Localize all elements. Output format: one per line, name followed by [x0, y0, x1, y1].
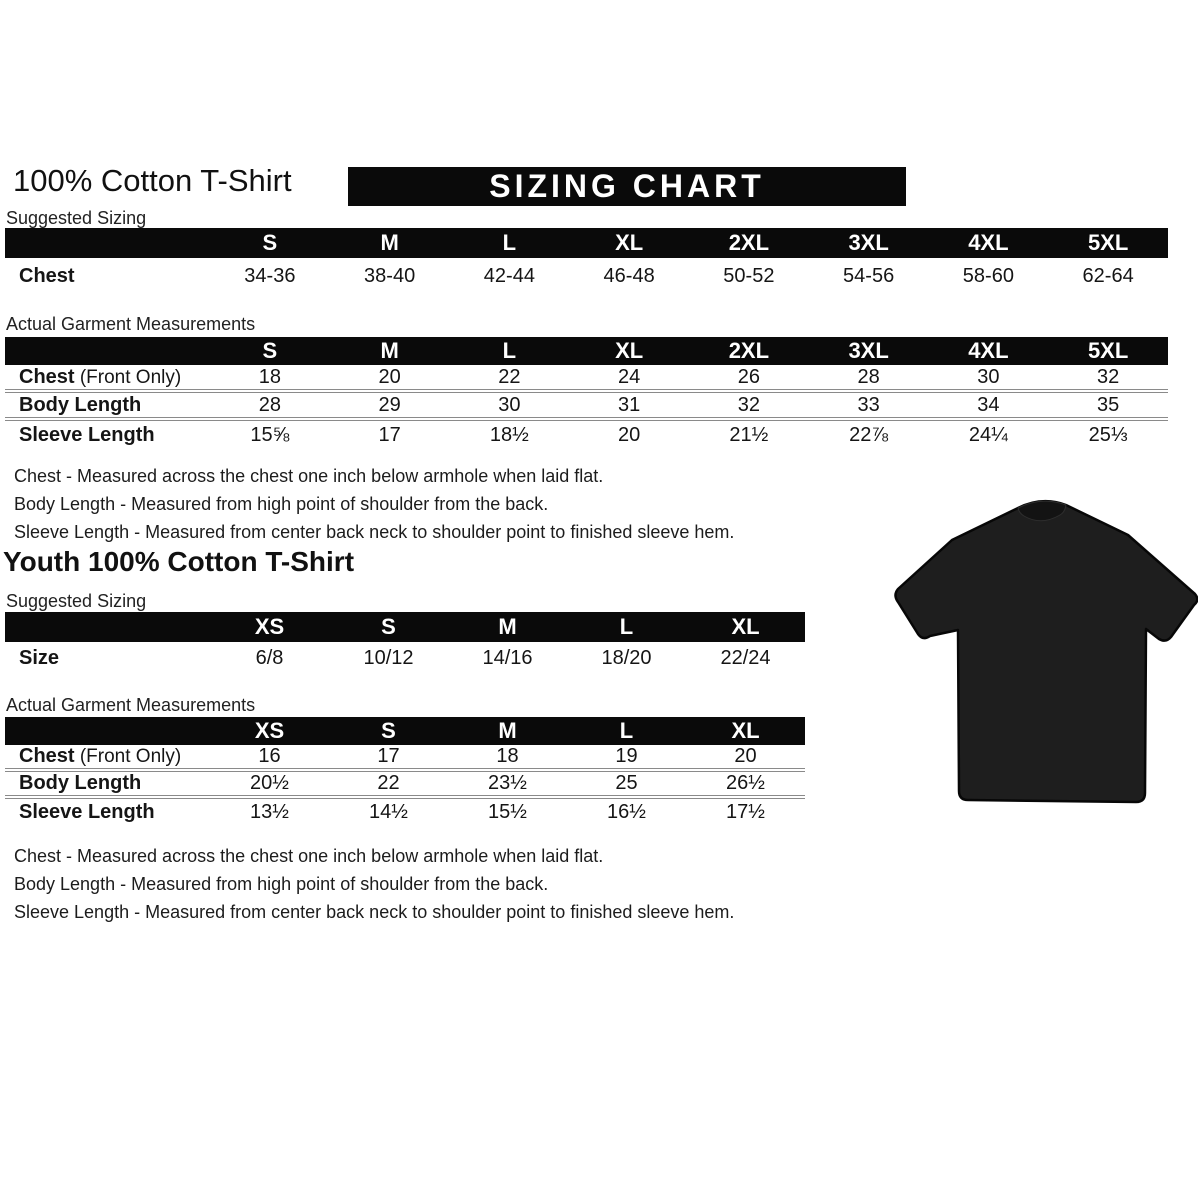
column-header-3xl: 3XL: [848, 338, 889, 363]
cell-value: 24: [618, 365, 641, 388]
row-label-text: Body Length: [19, 772, 142, 794]
column-header-xl: XL: [615, 338, 644, 363]
cell-value: 18/20: [601, 647, 652, 669]
youth-suggested-sizing-table: [5, 612, 805, 675]
row-label-text: Chest: [19, 745, 75, 767]
adult-note-body-length: Body Length - Measured from high point of shoulder from the back.: [14, 494, 549, 514]
cell-value: 15⅝: [250, 423, 290, 446]
row-label-text: Chest: [19, 365, 75, 388]
row-label: [5, 801, 210, 824]
cell-value: 13½: [250, 801, 289, 823]
cell-value: 14½: [369, 801, 408, 823]
cell-value: 6/8: [255, 647, 284, 669]
cell-value: 28: [258, 393, 281, 416]
row-label: [5, 394, 210, 417]
cell-value: 10/12: [363, 647, 414, 669]
adult-note-chest: Chest - Measured across the chest one inch below armhole when laid flat.: [14, 466, 604, 486]
table-row: [5, 745, 805, 772]
cell-value: 54-56: [843, 265, 895, 287]
table-header-row: [5, 337, 1168, 365]
cell-value: 26½: [726, 772, 765, 794]
cell-value: 34-36: [244, 265, 296, 287]
adult-measurement-notes: [14, 462, 734, 546]
cell-value: 50-52: [723, 265, 775, 287]
table-header-row: [5, 612, 805, 642]
row-label: [5, 772, 210, 795]
cell-value: 20: [734, 745, 757, 767]
row-label: [5, 647, 210, 670]
table-header-row: [5, 717, 805, 745]
cell-value: 16: [258, 745, 281, 767]
row-label-text: Size: [19, 647, 60, 669]
cell-value: 30: [977, 365, 1000, 388]
cell-value: 30: [498, 393, 521, 416]
cell-value: 35: [1097, 393, 1120, 416]
row-label-text: Chest: [19, 265, 75, 287]
table-row: [5, 772, 805, 799]
adult-actual-measurements-label: Actual Garment Measurements: [6, 314, 256, 334]
cell-value: 22: [377, 772, 400, 794]
cell-value: 20: [378, 365, 401, 388]
adult-note-sleeve-length: Sleeve Length - Measured from center back neck to shoulder point to finished sleeve hem.: [14, 522, 735, 542]
cell-value: 24¼: [968, 423, 1008, 446]
cell-value: 46-48: [603, 265, 655, 287]
column-header-s: S: [262, 230, 278, 255]
row-label: [5, 745, 210, 768]
table-header-row: [5, 228, 1168, 258]
cell-value: 62-64: [1082, 265, 1134, 287]
cell-value: 15½: [488, 801, 527, 823]
cell-value: 32: [737, 393, 760, 416]
row-label: [5, 424, 210, 447]
row-label-note: (Front Only): [74, 746, 182, 767]
cell-value: 34: [977, 393, 1000, 416]
youth-note-body-length: Body Length - Measured from high point of shoulder from the back.: [14, 874, 549, 894]
row-label-text: Body Length: [19, 393, 142, 416]
table-row: [5, 393, 1168, 421]
column-header-4xl: 4XL: [968, 338, 1009, 363]
cell-value: 58-60: [962, 265, 1014, 287]
column-header-3xl: 3XL: [848, 230, 889, 255]
youth-measurement-notes: [14, 842, 734, 926]
cell-value: 14/16: [482, 647, 533, 669]
cell-value: 18½: [489, 423, 529, 446]
cell-value: 20½: [250, 772, 289, 794]
row-label: [5, 366, 210, 389]
cell-value: 18: [496, 745, 519, 767]
cell-value: 25⅓: [1088, 423, 1128, 446]
column-header-5xl: 5XL: [1087, 338, 1129, 363]
sizing-chart-banner: [348, 167, 906, 206]
column-header-s: S: [381, 614, 396, 639]
column-header-m: M: [380, 230, 399, 255]
cell-value: 20: [618, 423, 641, 446]
cell-value: 38-40: [364, 265, 416, 287]
banner-title: SIZING CHART: [489, 168, 765, 204]
black-tshirt-image: [878, 472, 1198, 817]
adult-suggested-sizing-table: [5, 228, 1168, 295]
cell-value: 25: [615, 772, 638, 794]
youth-note-sleeve-length: Sleeve Length - Measured from center back neck to shoulder point to finished sleeve hem.: [14, 902, 735, 922]
column-header-l: L: [502, 338, 517, 363]
tshirt-body: [896, 501, 1198, 802]
cell-value: 22⅞: [849, 423, 889, 446]
cell-value: 18: [258, 365, 281, 388]
column-header-xs: XS: [254, 614, 285, 639]
column-header-m: M: [498, 614, 517, 639]
column-header-5xl: 5XL: [1087, 230, 1129, 255]
cell-value: 17: [378, 423, 401, 446]
cell-value: 28: [857, 365, 880, 388]
row-label: [5, 265, 210, 288]
table-row: [5, 258, 1168, 295]
column-header-2xl: 2XL: [728, 230, 770, 255]
column-header-2xl: 2XL: [728, 338, 770, 363]
cell-value: 33: [857, 393, 880, 416]
youth-actual-measurements-label: Actual Garment Measurements: [6, 695, 256, 715]
row-label-text: Sleeve Length: [19, 423, 155, 446]
cell-value: 42-44: [483, 265, 535, 287]
cell-value: 26: [737, 365, 760, 388]
column-header-xl: XL: [731, 718, 760, 743]
cell-value: 21½: [729, 423, 769, 446]
youth-suggested-sizing-label: Suggested Sizing: [6, 591, 147, 611]
cell-value: 31: [618, 393, 641, 416]
cell-value: 29: [378, 393, 401, 416]
adult-product-title: 100% Cotton T-Shirt: [13, 163, 292, 198]
column-header-m: M: [380, 338, 399, 363]
column-header-xl: XL: [731, 614, 760, 639]
column-header-l: L: [502, 230, 517, 255]
cell-value: 22: [498, 365, 521, 388]
cell-value: 17½: [726, 801, 765, 823]
column-header-s: S: [381, 718, 396, 743]
column-header-xl: XL: [615, 230, 644, 255]
youth-product-title: Youth 100% Cotton T-Shirt: [3, 546, 355, 577]
youth-note-chest: Chest - Measured across the chest one inch below armhole when laid flat.: [14, 846, 604, 866]
cell-value: 22/24: [720, 647, 771, 669]
table-row: [5, 799, 805, 826]
column-header-xs: XS: [254, 718, 285, 743]
column-header-l: L: [619, 614, 634, 639]
cell-value: 32: [1097, 365, 1120, 388]
column-header-s: S: [262, 338, 278, 363]
cell-value: 17: [377, 745, 400, 767]
adult-actual-measurements-table: [5, 337, 1168, 449]
adult-suggested-sizing-label: Suggested Sizing: [6, 208, 147, 228]
column-header-4xl: 4XL: [968, 230, 1009, 255]
table-row: [5, 365, 1168, 393]
column-header-m: M: [498, 718, 517, 743]
youth-actual-measurements-table: [5, 717, 805, 826]
cell-value: 23½: [488, 772, 527, 794]
column-header-l: L: [619, 718, 634, 743]
table-row: [5, 642, 805, 675]
cell-value: 19: [615, 745, 638, 767]
table-row: [5, 421, 1168, 449]
cell-value: 16½: [607, 801, 646, 823]
row-label-note: (Front Only): [74, 366, 182, 388]
row-label-text: Sleeve Length: [19, 801, 155, 823]
